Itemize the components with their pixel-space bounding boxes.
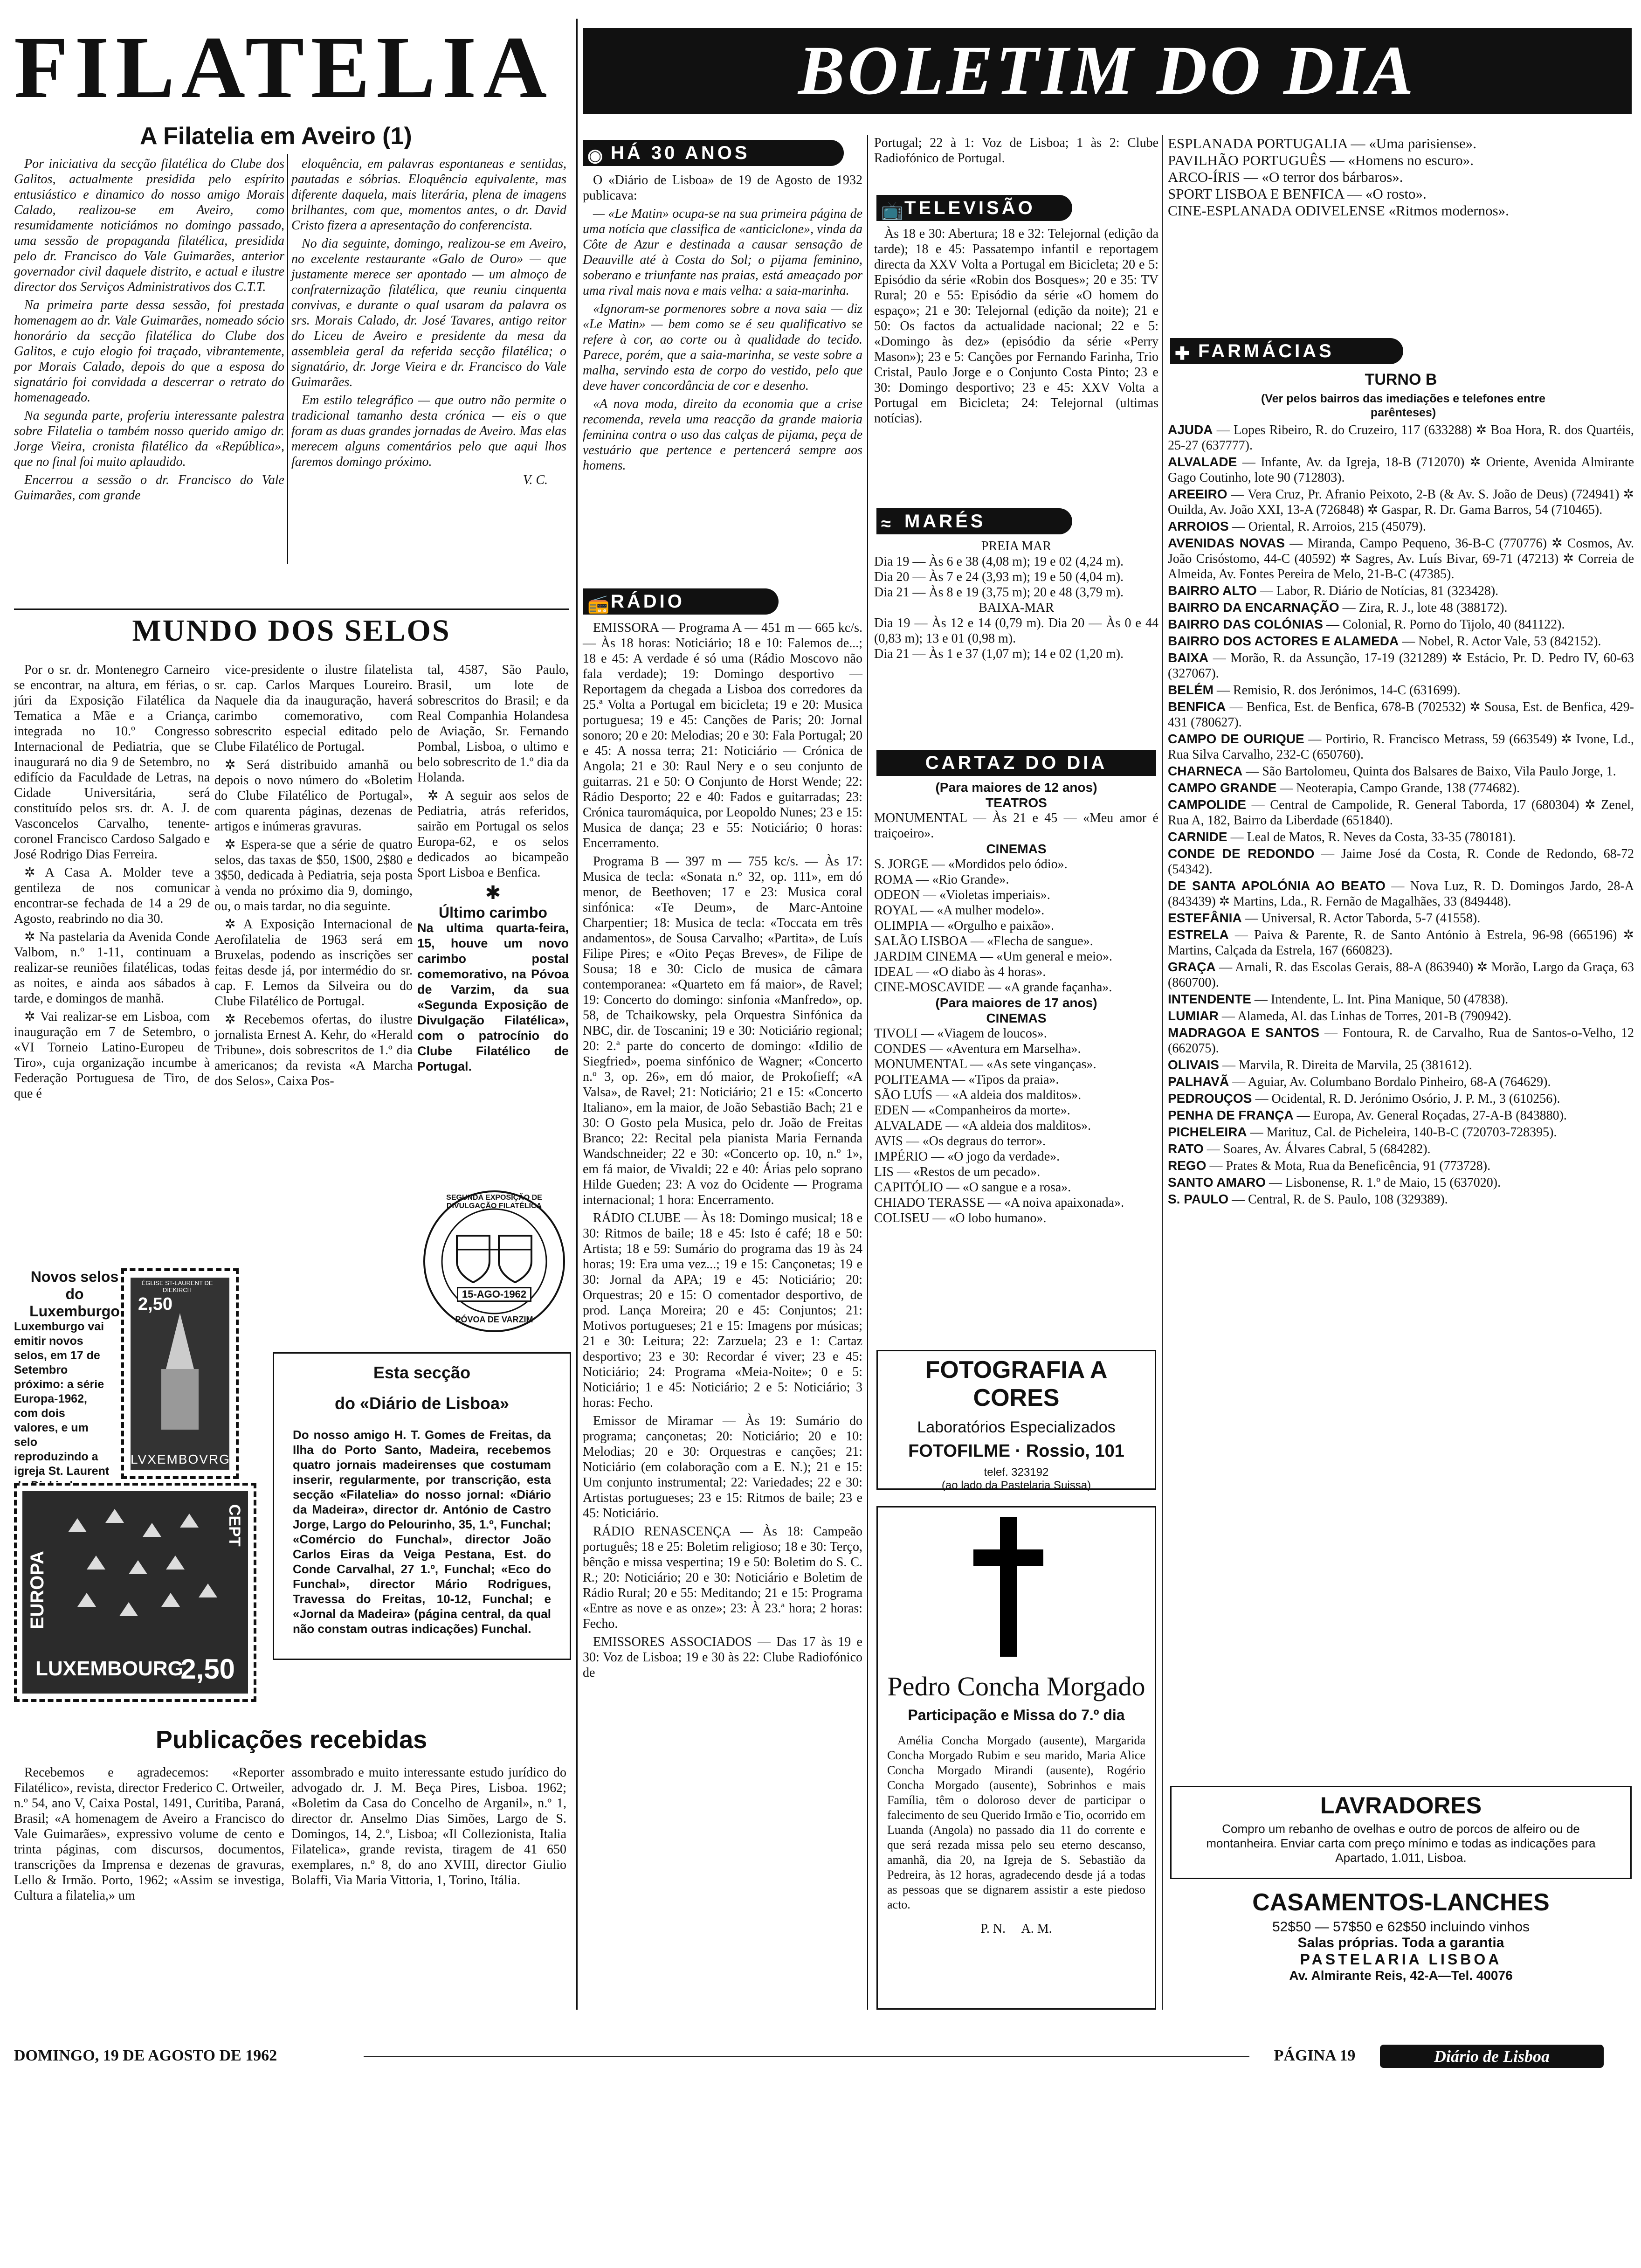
article-col-1: Por iniciativa da secção filatélica do Clube dos Galitos, actualmente presidida pelo espírito entusiástico e dinamico do nosso amigo Morais Calado, realizou-se em Aveiro, como resumidamente noticiámos no domingo passado, uma sessão de propaganda filatélica, presidida pelo dr. Francisco do Vale Guimarães, anterior governador civil daquele distrito, e actual e ilustre director dos Serviços Administrativos dos C.T.T. Na primeira parte dessa sessão, foi prestada homenagem ao dr. Vale Guimarães, nomeado sócio honorário da secção filatélica do Clube dos Galitos, e cujo elogio foi traçado, vibrantemente, por Morais Calado, depois do que a esposa do signatário foi convidada a descerrar o retrato do homenageado. Na segunda parte, proferiu interessante palestra sobre Filatelia o também nosso querido amigo dr. Jorge Vieira, cronista filatélico da «República», que no final foi muito aplaudido. Encerrou a sessão o dr. Francisco do Vale Guimarães, com grande xyxy=(14,157,284,503)
mundo-col-3: tal, 4587, São Paulo, Brasil, um lote de sobrescritos do Brasil; e da Real Companhia Holandesa de Aviação, Sr. Fernando Pombal, Lisboa, o ultimo e belo sobrescrito de 1.º dia da Holanda. ✲ A seguir aos selos de Pediatria, atrás referidos, sairão em Portugal os selos Europa-62, e os selos dedicados ao bicampeão Sport Lisboa e Benfica. ✱ Último carimbo Na ultima quarta-feira, 15, houve um novo carimbo postal comemorativo, na Póvoa de Varzim, da sua «Segunda Exposição de Divulgação Filatélica», com o patrocínio do Clube Filatélico de Portugal. xyxy=(417,663,569,1073)
turno-note: (Ver pelos bairros das imediações e telefones entre parênteses) xyxy=(1261,392,1545,419)
cross-icon xyxy=(1000,1517,1017,1657)
footer-rule xyxy=(364,2056,1249,2057)
radio-header: 📻 RÁDIO xyxy=(583,588,779,615)
stamp-diekirch: ÉGLISE ST-LAURENT DE DIEKIRCH 2,50 LVXEMBOVRG xyxy=(121,1268,239,1479)
ultimo-text: Na ultima quarta-feira, 15, houve um novo carimbo postal comemorativo, na Póvoa de Varzim, da sua «Segunda Exposição de Divulgação Filatélica», com o patrocínio do Clube Filatélico de Portugal. xyxy=(417,921,569,1073)
publicacoes-col-1: Recebemos e agradecemos: «Reporter Filatélico», revista, director Frederico C. Ortweiler, n.º 54, ano V, Caixa Postal, 1491, Curitiba, Paraná, Brasil; «A homenagem de Aveiro a Francisco do Vale Guimarães», expressivo volume de cento e trinta páginas, com discursos, documentos, transcrições da Imprensa e dezenas de gravuras, Lello & Irmão. Porto, 1962; «Assim se investiga, Cultura a filatelia,» um xyxy=(14,1765,284,1903)
farmacias-header: ✚ FARMÁCIAS xyxy=(1170,338,1403,364)
postmark-place: PÓVOA DE VARZIM xyxy=(455,1315,533,1324)
postmark xyxy=(413,1184,580,1338)
ha30-header: ◉ HÁ 30 ANOS xyxy=(583,140,844,166)
obituary-name: Pedro Concha Morgado xyxy=(887,1671,1145,1701)
footer-paper: Diário de Lisboa xyxy=(1380,2045,1604,2068)
mares-header: ≈ MARÉS xyxy=(876,508,1072,534)
mares-text: PREIA MAR Dia 19 — Às 6 e 38 (4,08 m); 19 e 02 (4,24 m). Dia 20 — Às 7 e 24 (3,93 m); 19 e 50 (4,04 m). Dia 21 — Às 8 e 19 (3,75 m); 20 e 48 (3,79 m). BAIXA-MAR Dia 19 — Às 12 e 14 (0,79 m). Dia 20 — Às 0 e 44 (0,83 m); 13 e 01 (0,98 m). Dia 21 — Às 1 e 37 (1,07 m); 14 e 02 (1,20 m). xyxy=(874,539,1158,661)
article-title: A Filatelia em Aveiro (1) xyxy=(140,123,412,150)
ad-lavradores: LAVRADORES Compro um rebanho de ovelhas e outro de porcos de alfeiro ou de montanheira. Enviar carta com preço mínimo e todas as indicações para Apartado, 1.011, Lisboa. xyxy=(1170,1786,1632,1879)
boletim-banner: BOLETIM DO DIA xyxy=(583,28,1632,114)
page-divider xyxy=(576,19,578,2010)
tv-text: Às 18 e 30: Abertura; 18 e 32: Telejornal (edição da tarde); 18 e 45: Passatempo infantil e reportagem directa da XXV Volta a Portugal em Bicicleta; 20 e 5: Episódio da série «Robin dos Bosques»; 20 e 35: TV Rural; 20 e 55: Episódio da série «O homem do espaço»; 21 e 30: Telejornal (edição da noite); 21 e 50: Os factos da actualidade nacional; 22 e 5: «Domingo às dez» (episódio da série «Perry Mason»); 23 e 5: Canções por Fernando Farinha, Trio Cristal, Paulo Jorge e o Conjunto Costa Pinto; 23 e 30: Domingo desportivo; 23 e 45: XXV Volta a Portugal em Bicicleta; 24: Telejornal (ultimas notícias). xyxy=(874,227,1158,426)
pharmacy-icon: ✚ xyxy=(1175,344,1193,364)
radio-text: EMISSORA — Programa A — 451 m — 665 kc/s. — Às 18 horas: Noticiário; 18 e 10: Falemos de...; 18 e 45: A verdade é só uma (Rádio Moscovo não fala verdade); 19: Domingo desportivo — Reportagem da chegada a Lisboa dos corredores da 25.ª Volta a Portugal em bicicleta; 19 e 20: Musica portuguesa; 19 e 45: Canções de Paris; 20: Jornal sonoro; 20 e 20: Melodias; 20 e 30: Fala Portugal; 20 e 45: A nossa terra; 21: Noticiário — Crónica de Angola; 21 e 30: Raul Nery e o seu conjunto de guitarras. 21 e 50: O Conjunto de Horst Wende; 22: Rádio Desporto; 22 e 40: Fados e guitarradas; 23: Crónica tauromáquica, por Leopoldo Nunes; 23 e 15: Musica de dança; 23 e 55: Noticiário; 0 horas: Encerramento. Programa B — 397 m — 755 kc/s. — Às 17: Musica de tecla: «Sonata n.º 32, op. 111», em dó menor, de Beethoven; 17 e 23: Musica coral sinfónica: «Te Deum», de Marc-Antoine Charpentier; 18: Musica de tecla: «Toccata em três andamentos», de Sousa Carvalho; «Partita», de Luís Filipe Pires; e «Oito Peças Breves», de Filipe de Sousa; 18 e 30: Ciclo de musica de câmara contemporanea: «Quarteto em fá maior», de Ravel; 19: Concerto do domingo: sinfonia «Manfredo», op. 58, de Tchaikowsky, pela Orquestra Sinfónica da NBC, dir. de Toscanini; 19 e 30: Noticiário regional; 20: 2.ª parte do concerto de domingo: «Idilio de Siegfried», poema sinfónico de Wagner; «Concerto n.º 3, op. 26», em dó maior, de Prokofieff; «A Valsa», de Ravel; 21: Noticiário; 21 e 15: «Concerto Italiano», em la maior, de João Sebastião Bach; 21 e 30: O Gosto pela Musica, pelo dr. João de Freitas Branco; 22: Recital pela pianista Maria Fernanda Wandschneider; 22 e 30: «Concerto op. 10, n.º 1», em fá maior, de Vivaldi; 22 e 40: Árias pelo soprano Hilde Gueden; 23: A voz do Ocidente — Programa internacional; 1 hora: Encerramento. RÁDIO CLUBE — Às 18: Domingo musical; 18 e 30: Ritmos de baile; 18 e 45: Isto é café; 18 e 50: Artista; 18 e 59: Sumário do programa das 19 às 24 horas; 19: Era uma vez...; 19 e 15: Cançonetas; 19 e 30: Jornal da APA; 19 e 45: Noticiário; 20: Orquestras; 20 e 15: O comentador desportivo, de prod. Lança Moreira; 20 e 45: Conjuntos; 21: Motivos portugueses; 21 e 15: Imagens por músicas; 21 e 30: Leitura; 22: Zarzuela; 23 e 1: Cartaz desportivo; 23 e 30: Recordar é viver; 23 e 45: Noticiário; 24: Programa «Meia-Noite»; 0 e 5: Noticiário; 1 e 45: Noticiário; 2 e 5: Noticiário; 3 horas: Fecho. Emissor de Miramar — Às 19: Sumário do programa; cançonetas; 20: Noticiário; 20 e 10: Melodias; 20 e 30: Orquestras e canções; 21: Noticiário (em colaboração com a E. N.); 21 e 15: Um conjunto instrumental; 22: Variedades; 22 e 30: Artistas portugueses; 23 e 15: Ritmos de baile; 23 e 45: Noticiário. RÁDIO RENASCENÇA — Às 18: Campeão português; 18 e 25: Boletim religioso; 18 e 30: Terço, bênção e missa vespertina; 19 e 50: Boletim do S. C. R.; 20: Noticiário; 20 e 30: Noticiário e Boletim de Rádio Rural; 20 e 55: Meditando; 21 e 15: Programa «Entre as nove e as onze»; 23: À 23.ª hora; 2 horas: Fecho. EMISSORES ASSOCIADOS — Das 17 às 19 e 30: Voz de Lisboa; 19 e 30 às 22: Clube Radiofónico de xyxy=(583,621,862,1680)
stamp-europa: EUROPA CEPT LUXEMBOURG 2,50 xyxy=(14,1483,256,1702)
footer-page: PÁGINA 19 xyxy=(1263,2047,1366,2065)
obituary-text: Amélia Concha Morgado (ausente), Margarida Concha Morgado Rubim e seu marido, Maria Alice Concha Morgado Mirandi (ausente), Rogério Concha Morgado (ausente), Sobrinhos e mais Família, têm o doloroso dever de participar o falecimento de seu Querido Irmão e Tio, ocorrido em Luanda (Angola) no passado dia 11 do corrente e que será rezada missa pelo seu eterno descanso, amanhã, dia 20, na Igreja de S. Sebastião da Pedreira, às 12 horas, agradecendo desde já a todas as pessoas que se dignarem assistir a este piedoso acto. xyxy=(887,1734,1145,1911)
col3-top: Portugal; 22 à 1: Voz de Lisboa; 1 às 2: Clube Radiofónico de Portugal. xyxy=(874,136,1158,166)
obituary-box xyxy=(876,1506,1156,2010)
radio-icon: 📻 xyxy=(587,595,613,614)
obituary-signature: P. N. A. M. xyxy=(980,1922,1052,1936)
luxembourg-title: Novos selos do Luxemburgo xyxy=(29,1268,120,1320)
postmark-date: 15-AGO-1962 xyxy=(457,1287,531,1302)
cinemas-continued: ESPLANADA PORTUGALIA — «Uma parisiense». PAVILHÃO PORTUGUÊS — «Homens no escuro». ARCO-ÍRIS — «O terror dos bárbaros». SPORT LISBOA E BENFICA — «O rosto». CINE-ESPLANADA ODIVELENSE «Ritmos modernos». xyxy=(1168,135,1509,219)
esta-seccao-text: Do nosso amigo H. T. Gomes de Freitas, da Ilha do Porto Santo, Madeira, recebemos quatro jornais madeirenses que costumam inserir, regularmente, por transcrição, esta secção «Filatelia» do nosso jornal: «Diário da Madeira», director dr. António de Castro Jorge, Largo do Pelourinho, 35, 1.º, Funchal; «Comércio do Funchal», director João Carlos Eiras da Veiga Pestana, Est. do Conde Carvalhal, 27 1.º, Funchal; «Eco do Funchal», director Mário Rodrigues, Travessa do Freitas, 10-12, Funchal; e «Jornal da Madeira» (página central, da qual não constam outras indicações) Funchal. xyxy=(293,1428,551,1636)
cartaz-text: (Para maiores de 12 anos) TEATROS MONUMENTAL — Às 21 e 45 — «Meu amor é traiçoeiro». CINEMAS S. JORGE — «Mordidos pelo ódio». ROMA — «Rio Grande». ODEON — «Violetas imperiais». ROYAL — «A mulher modelo». OLIMPIA — «Orgulho e paixão». SALÃO LISBOA — «Flecha de sangue». JARDIM CINEMA — «Um general e meio». IDEAL — «O diabo às 4 horas». CINE-MOSCAVIDE — «A grande façanha». (Para maiores de 17 anos) CINEMAS TIVOLI — «Viagem de loucos». CONDES — «Aventura em Marselha». MONUMENTAL — «As sete vinganças». POLITEAMA — «Tipos da praia». SÃO LUÍS — «A aldeia dos malditos». EDEN — «Companheiros da morte». ALVALADE — «A aldeia dos malditos». AVIS — «Os degraus do terror». IMPÉRIO — «O jogo da verdade». LIS — «Restos de um pecado». CAPITÓLIO — «O sangue e a rosa». CHIADO TERASSE — «A noiva apaixonada». COLISEU — «O lobo humano». xyxy=(874,780,1158,1225)
mundo-col-1: Por o sr. dr. Montenegro Carneiro se encontrar, na altura, em férias, o júri da Exposição Filatélica da Tematica a Mãe e a Criança, integrada no 10.º Congresso Internacional de Pediatria, que se inaugurará no dia 9 de Setembro, no edifício da Faculdade de Letras, na Cidade Universitária, será constituído pelos srs. dr. A. J. de Vasconcelos Carvalho, tenente-coronel Francisco Cardoso Salgado e José Rodrigo Dias Ferreira. ✲ A Casa A. Molder teve a gentileza de nos comunicar encontrar-se fechada de 14 a 29 de Agosto, reabrindo no dia 30. ✲ Na pastelaria da Avenida Conde Valbom, n.º 1-11, continuam a realizar-se reuniões filatélicas, todas as noites, e ainda aos sábados à tarde, e domingos de manhã. ✲ Vai realizar-se em Lisboa, com inauguração em 7 de Setembro, o «VI Torneio Latino-Europeu de Tiro», cuja organização incumbe à Federação Portuguesa de Tiro, de que é xyxy=(14,663,210,1101)
column-rule xyxy=(867,135,868,2010)
publicacoes-col-2: assombrado e muito interessante estudo jurídico do advogado dr. J. M. Beça Pires, Lisboa. 1962; «Boletim da Casa do Concelho de Arganil», n.º 1, director dr. Anselmo Dias Simões, Largo de S. Domingos, 14, 2.º, Lisboa; «Il Collezionista, Italia Filatelica», grande revista, tiragem de 41 650 exemplares, n.º 8, do ano XVIII, director Giulio Bolaffi, Via Maria Vittoria, 1, Torino, Itália. xyxy=(291,1765,566,1888)
turno-title: TURNO B xyxy=(1365,371,1437,388)
postmark-text: SEGUNDA EXPOSIÇÃO DE DIVULGAÇÃO FILATÉLICA xyxy=(446,1194,542,1210)
tv-icon: 📺 xyxy=(881,201,906,221)
obituary-subtitle: Participação e Missa do 7.º dia xyxy=(908,1707,1125,1723)
cartaz-header: CARTAZ DO DIA xyxy=(876,750,1156,776)
esta-seccao-title-1: Esta secção xyxy=(373,1363,471,1382)
article-col-2: eloquência, em palavras espontaneas e sentidas, pautadas e sóbrias. Eloquência equivalente, mas diferente daquela, mais literária, plena de imagens brilhantes, com que, momentos antes, o dr. David Cristo fizera a apresentação do conferencista. No dia seguinte, domingo, realizou-se em Aveiro, no excelente restaurante «Galo de Ouro» — que justamente merece ser apontado — um almoço de confraternização filatélica, que reuniu cinquenta convivas, e durante o qual usaram da palavra os srs. Morais Calado, dr. José Tavares, antigo reitor do Liceu de Aveiro e presidente da mesa da assembleia geral da referida secção filatélica; o signatário, dr. Jorge Vieira e dr. Francisco do Vale Guimarães. Em estilo telegráfico — que outro não permite o tradicional tamanho desta crónica — eis o que foram as duas grandes jornadas de Aveiro. Mas elas merecem alguns comentários pelo que aqui lhos faremos domingo próximo. V. C. xyxy=(291,157,566,487)
footer-date: DOMINGO, 19 DE AGOSTO DE 1962 xyxy=(14,2047,359,2065)
column-rule xyxy=(287,154,288,564)
ad-fotografia: FOTOGRAFIA A CORES Laboratórios Especializados FOTOFILME · Rossio, 101 telef. 323192 (ao lado da Pastelaria Suissa) xyxy=(876,1350,1156,1490)
tv-header: 📺 TELEVISÃO xyxy=(876,195,1072,221)
clock-icon: ◉ xyxy=(587,146,606,166)
ha30-text: O «Diário de Lisboa» de 19 de Agosto de 1932 publicava: — «Le Matin» ocupa-se na sua primeira página de uma notícia que classifica de «anticiclone», vinda da Côte de Azur e destinada a causar sensação de Deauville até à Costa do Sol; o pijama feminino, soberano e triunfante nas praias, está ameaçado por uma rival mais nova e mais velha: a saia-marinha. «Ignoram-se pormenores sobre a nova saia — diz «Le Matin» — bem como se é seu qualificativo se refere à cor, ao corte ou à qualidade do tecido. Parece, porém, que a saia-marinha, se veste sobre a malha, servindo esta de corpo do vestido, pelo que deve haver concordância de cor e desenho. «A nova moda, direito da economia que a crise recomenda, revela uma reacção da grande maioria feminina contra o uso das calças de pijama, peça de vestuário que pertence e pertencerá sempre aos homens. xyxy=(583,173,862,473)
mundo-col-2: vice-presidente o ilustre filatelista sr. cap. Carlos Marques Loureiro. Naquele dia da inauguração, haverá carimbo comemorativo, com sobrescrito especial editado pelo Clube Filatélico de Portugal. ✲ Será distribuido amanhã ou depois o novo número do «Boletim do Clube Filatélico de Portugal», com quarenta páginas, dezenas de artigos e inúmeras gravuras. ✲ Espera-se que a série de quatro selos, das taxas de $50, 1$00, 2$80 e 3$50, dedicada à Pediatria, seja posta à venda no próximo dia 9, domingo, ou, o mais tardar, no dia seguinte. ✲ A Exposição Internacional de Aerofilatelia de 1963 será em Bruxelas, podendo as inscrições ser feitas desde já, por intermédio do sr. cap. F. Lemos da Silveira ou do Clube Filatélico de Portugal. ✲ Recebemos ofertas, do ilustre jornalista Ernest A. Kehr, do «Herald Tribune», dois sobrescritos de 1.º dia americanos; da revista «A Marcha dos Selos», Caixa Pos- xyxy=(214,663,413,1088)
article-signature: V. C. xyxy=(523,473,548,487)
esta-seccao-box xyxy=(273,1352,571,1660)
farmacias-list: AJUDA — Lopes Ribeiro, R. do Cruzeiro, 117 (633288) ✲ Boa Hora, R. dos Quartéis, 25-27 (637777). ALVALADE — Infante, Av. da Igreja, 18-B (712070) ✲ Oriente, Avenida Almirante Gago Coutinho, lote 90 (712803). AREEIRO — Vera Cruz, Pr. Afranio Peixoto, 2-B (& Av. S. João de Deus) (724941) ✲ Ouilda, Av. João XXI, 13-A (726848) ✲ Gaspar, R. Dr. Gama Barros, 54 (710465). ARROIOS — Oriental, R. Arroios, 215 (45079). AVENIDAS NOVAS — Miranda, Campo Pequeno, 36-B-C (770776) ✲ Cosmos, Av. João Crisóstomo, 44-C (40592) ✲ Sagres, Av. Luís Bivar, 69-71 (47213) ✲ Correia de Almeida, Av. Fontes Pereira de Melo, 21-B-C (47385). BAIRRO ALTO — Labor, R. Diário de Notícias, 81 (323428). BAIRRO DA ENCARNAÇÃO — Zira, R. J., lote 48 (388172). BAIRRO DAS COLÓNIAS — Colonial, R. Porno do Tijolo, 40 (841122). BAIRRO DOS ACTORES E ALAMEDA — Nobel, R. Actor Vale, 53 (842152). BAIXA — Morão, R. da Assunção, 17-19 (321289) ✲ Estácio, Pr. D. Pedro IV, 60-63 (327067). BELÉM — Remisio, R. dos Jerónimos, 14-C (631699). BENFICA — Benfica, Est. de Benfica, 678-B (702532) ✲ Sousa, Est. de Benfica, 429-431 (780627). CAMPO DE OURIQUE — Portirio, R. Francisco Metrass, 59 (663549) ✲ Ivone, Ld., Rua Silva Carvalho, 232-C (650760). CHARNECA — São Bartolomeu, Quinta dos Balsares de Baixo, Vila Paulo Jorge, 1. CAMPO GRANDE — Neoterapia, Campo Grande, 138 (774682). CAMPOLIDE — Central de Campolide, R. General Taborda, 17 (680304) ✲ Zenel, Rua A, 182, Bairro da Liberdade (651840). CARNIDE — Leal de Matos, R. Neves da Costa, 33-35 (780181). CONDE DE REDONDO — Jaime José da Costa, R. Conde de Redondo, 68-72 (54342). DE SANTA APOLÓNIA AO BEATO — Nova Luz, R. D. Domingos Jardo, 28-A (843439) ✲ Martins, Lda., R. Fernão de Magalhães, 33 (849448). ESTEFÂNIA — Universal, R. Actor Taborda, 5-7 (41558). ESTRELA — Paiva & Parente, R. de Santo António à Estrela, 96-98 (665196) ✲ Martins, Calçada da Estrela, 167 (660823). GRAÇA — Arnali, R. das Escolas Gerais, 88-A (863940) ✲ Morão, Largo da Graça, 63 (860700). INTENDENTE — Intendente, L. Int. Pina Manique, 50 (47838). LUMIAR — Alameda, Al. das Linhas de Torres, 201-B (790942). MADRAGOA E SANTOS — Fontoura, R. de Carvalho, Rua de Santos-o-Velho, 12 (662075). OLIVAIS — Marvila, R. Direita de Marvila, 25 (381612). PALHAVÃ — Aguiar, Av. Columbano Bordalo Pinheiro, 68-A (764629). PEDROUÇOS — Ocidental, R. D. Jerónimo Osório, J. P. M., 3 (610256). PENHA DE FRANÇA — Europa, Av. General Roçadas, 27-A-B (843880). PICHELEIRA — Marituz, Cal. de Picheleira, 140-B-C (720703-728395). RATO — Soares, Av. Álvares Cabral, 5 (684282). REGO — Prates & Mota, Rua da Beneficência, 91 (773728). SANTO AMARO — Lisbonense, R. 1.º de Maio, 15 (637020). S. PAULO — Central, R. de S. Paulo, 108 (329389). xyxy=(1168,422,1634,1207)
esta-seccao-title-2: do «Diário de Lisboa» xyxy=(334,1394,510,1413)
wave-icon: ≈ xyxy=(881,514,894,534)
mundo-title: MUNDO DOS SELOS xyxy=(132,614,451,648)
ad-casamentos: CASAMENTOS-LANCHES 52$50 — 57$50 e 62$50 incluindo vinhos Salas próprias. Toda a garantia PASTELARIA LISBOA Av. Almirante Reis, 42-A—Tel. 40076 xyxy=(1252,1889,1550,1983)
ultimo-title: Último carimbo xyxy=(439,904,547,921)
section-rule xyxy=(14,608,569,610)
column-rule xyxy=(1162,135,1163,2010)
filatelia-masthead: FILATELIA xyxy=(14,19,554,117)
publicacoes-title: Publicações recebidas xyxy=(155,1726,427,1754)
luxembourg-text: Luxemburgo vai emitir novos selos, em 17 de Setembro próximo: a série Europa-1962, com dois valores, e um selo reproduzindo a igreja St. Laurent xyxy=(14,1320,110,1478)
